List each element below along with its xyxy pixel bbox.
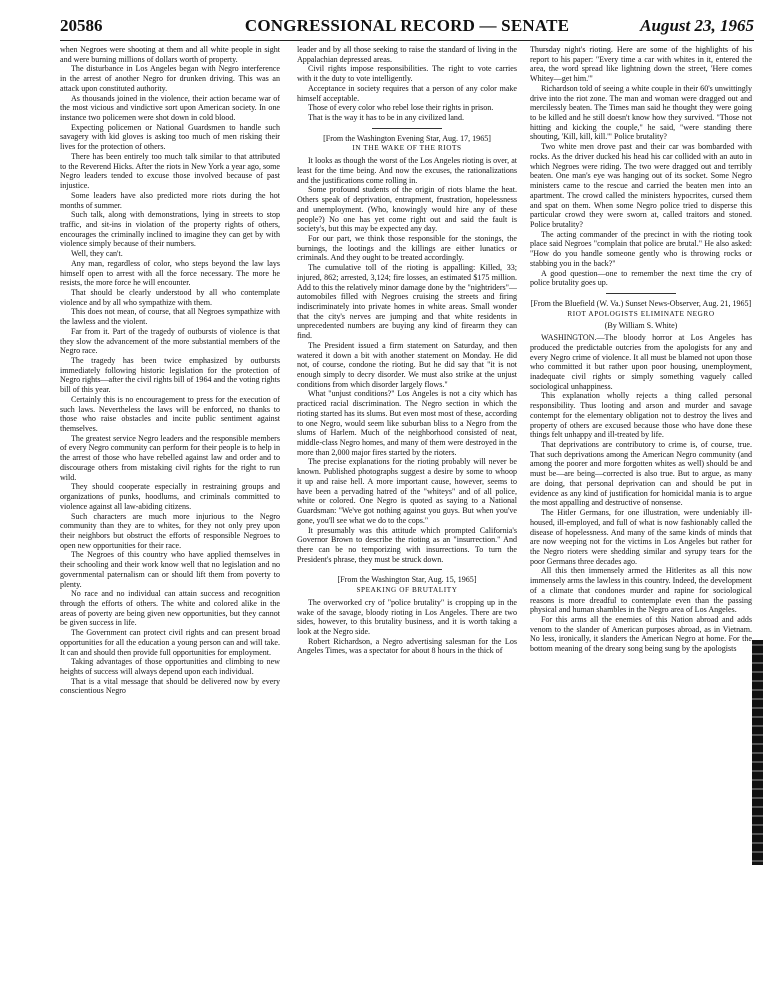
page-header — [60, 16, 754, 41]
paragraph-continued: when Negroes were shooting at them and all white people in sight and were burning millions of dollars worth of property. — [60, 45, 280, 64]
paragraph: Such characters are much more injurious to the Negro community than they are to whites, for they not only prey upon their neighbors but obstruct the efforts of responsible Negroes to open new opportunities for their race. — [60, 511, 280, 550]
paragraph: All this then immensely armed the Hitlerites as all this now immensely arms the lawless in this country. Indeed, the development of a climate that condones murder and rapine for sociological reasons is more dreadful to contemplate even than the passing physical and human shambles in the Negro area of Los Angeles. — [530, 566, 752, 615]
paragraph-continued: leader and by all those seeking to raise the standard of living in the Appalachian depressed areas. — [297, 45, 517, 64]
paragraph: That is a vital message that should be delivered now by every conscientious Negro — [60, 676, 280, 696]
paragraph: No race and no individual can attain success and recognition through the efforts of others. The white and colored alike in the areas of poverty are being given new opportunities, but they cannot be given success in life. — [60, 589, 280, 628]
article-heading: SPEAKING OF BRUTALITY — [356, 586, 458, 595]
issue-date: August 23, 1965 — [640, 16, 754, 35]
article-source-line: [From the Washington Star, Aug. 15, 1965] — [337, 575, 477, 585]
paragraph: Civil rights impose responsibilities. The right to vote carries with it the duty to vote intelligently. — [297, 64, 517, 84]
article-byline: (By William S. White) — [604, 321, 678, 331]
paragraph: There has been entirely too much talk similar to that attributed to the Reverend Hicks. After the riots in New York a year ago, some Negro leaders tended to excuse those involved because of past injustice. — [60, 151, 280, 191]
scan-edge-mark — [752, 640, 763, 865]
paragraph: Those of every color who rebel lose their rights in prison. — [308, 103, 494, 113]
paragraph: Expecting policemen or National Guardsmen to handle such savagery with kid gloves is asking too much of men risking their lives for the protection of others. — [60, 122, 280, 152]
paragraph: They should cooperate especially in restraining groups and organizations of punks, hoodlums, and criminals committed to violence against all law-abiding citizens. — [60, 482, 280, 511]
text-column-2 — [297, 45, 517, 977]
paragraph: As thousands joined in the violence, their action became war of the most vicious and vindictive sort upon American society. In one instance two policemen were shot down in cold blood. — [60, 93, 280, 123]
paragraph: The Hitler Germans, for one illustration, were undeniably ill-housed, ill-employed, and full of what is now fashionably called the disease of hopelessness. And many of the same kinds of minds that are now weeping not for the victims in Los Angeles but rather for the Negro rioters were shedding similar and syrupy tears for the poor Germans three decades ago. — [530, 508, 752, 566]
section-divider — [372, 569, 442, 570]
paragraph: What "unjust conditions?" Los Angeles is not a city which has practiced racial discrimination. The Negro section in which the rioting started has its slums. But even most most of these, according to one Negro, would seem like suburban bliss to a Negro from the slums of Harlem. Much of the neighborhood consisted of neat, middle-class Negro homes, and many of them were destroyed in the more than 2,000 major fires started by the rioters. — [297, 389, 517, 457]
paragraph: The overworked cry of "police brutality" is cropping up in the wake of the savage, bloody rioting in Los Angeles. There are two sides, however, to this brutality business, and it is worth taking a look at the Negro side. — [297, 597, 517, 636]
publication-title: CONGRESSIONAL RECORD — SENATE — [244, 16, 570, 35]
paragraph: Some profound students of the origin of riots blame the heat. Others speak of deprivation, entrapment, frustration, hopelessness and unemployment. (Who, knowingly would hire any of these people?) No one has yet come right out and said the fault is society's, but this may be expected any day. — [297, 185, 517, 234]
paragraph: Richardson told of seeing a white couple in their 60's unwittingly drive into the riot zone. The man and woman were dragged out and mercilessly beaten. The Times man said he thought they were going to be killed and he still doesn't know how they survived. "Those not hitting and kicking the couple," he said, "were standing there shouting, 'Kill, kill, kill.'" Police brutality? — [530, 83, 752, 142]
paragraph: The President issued a firm statement on Saturday, and then watered it down a bit with another statement on Monday. He did not, of course, condone the rioting. But he did say that "it is not enough simply to decry disorder. We must also strike at the unjust conditions from which disorder largely flows." — [297, 340, 517, 389]
paragraph: For this arms all the enemies of this Nation abroad and adds venom to the slander of American purposes abroad, as in Vietnam. No less, ironically, it slanders the American Negro at home. For the bottom meaning of the dreary song being sung by the apologists — [530, 614, 752, 654]
paragraph: Well, they can't. — [71, 249, 123, 259]
paragraph: The disturbance in Los Angeles began with Negro interference in the arrest of another Negro for drunken driving. This was an attack upon constituted authority. — [60, 64, 280, 93]
paragraph: This does not mean, of course, that all Negroes sympathize with the lawless and the violent. — [60, 307, 280, 327]
paragraph: This explanation wholly rejects a thing called personal responsibility. Thus looting and arson and murder and savage contempt for the elementary obligation not to destroy the lives and property of others are excused because those who have done these things felt unhappy and ill-treated by life. — [530, 391, 752, 440]
paragraph: Far from it. Part of the tragedy of outbursts of violence is that they slow the advancement of the more substantial members of the Negro race. — [60, 326, 280, 356]
paragraph: A good question—one to remember the next time the cry of police brutality goes up. — [530, 268, 752, 288]
paragraph: WASHINGTON.—The bloody horror at Los Angeles has produced the predictable outcries from the apologists for any and every Negro crime of violence. It all must be blamed not upon those who committed it but rather upon poor housing, unemployment, inadequate civil rights or simply something vaguely called sociological unhappiness. — [530, 333, 752, 391]
paragraph: Taking advantages of those opportunities and climbing to new heights of success will always depend upon each individual. — [60, 657, 280, 676]
paragraph: That should be clearly understood by all who contemplate violence and by all who sympathize with them. — [60, 287, 280, 307]
paragraph: The tragedy has been twice emphasized by outbursts immediately following historic legislation for the protection of Negro rights—after the civil rights bill of 1964 and the voting rights bill of this year. — [60, 356, 280, 395]
paragraph: Two white men drove past and their car was bombarded with rocks. As the driver ducked his head his car collided with an auto in which Negroes were riding. The two were dragged out and terribly beaten. One man's eye was hanging out of its socket. Some Negro ministers came to the rescue and carried the beaten men into an apartment. The crowd called the ministers hypocrites, cursed them and spat on them. When some Negro police tried to disperse this particular crowd they were sworn at, called traitors and stoned. Police brutality? — [530, 142, 752, 229]
paragraph: The acting commander of the precinct in with the rioting took place said Negroes "complain that police are brutal." He also asked: "How do you handle someone gently who is throwing rocks or stabbing you in the back?" — [530, 229, 752, 268]
paragraph: The Negroes of this country who have applied themselves in their schooling and their work know well that no legislation and no governmental paternalism can or should lift them from poverty to plenty. — [60, 550, 280, 589]
section-divider — [606, 293, 676, 294]
paragraph: Such talk, along with demonstrations, lying in streets to stop traffic, and sit-ins in violation of the property rights of others, encourages the criminally inclined to imagine they can get by with violence simply because of their numbers. — [60, 210, 280, 249]
paragraph: It looks as though the worst of the Los Angeles rioting is over, at least for the time being. And now the excuses, the rationalizations and the justifications come rolling in. — [297, 156, 517, 185]
article-source-line: [From the Bluefield (W. Va.) Sunset News-Observer, Aug. 21, 1965] — [530, 298, 752, 308]
paragraph: Robert Richardson, a Negro advertising salesman for the Los Angeles Times, was a spectator for about 8 hours in the thick of — [297, 636, 517, 656]
paragraph: The Government can protect civil rights and can present broad opportunities for all the education a young person can and will take. It can and should then provide full opportunities for employment. — [60, 628, 280, 657]
paragraph: It presumably was this attitude which prompted California's Governor Brown to describe the rioting as an "insurrection." And there can be no temporizing with insurrections. To turn the President's phrase, they must be struck down. — [297, 525, 517, 564]
paragraph: Some leaders have also predicted more riots during the hot months of summer. — [60, 190, 280, 210]
section-divider — [372, 128, 442, 129]
paragraph: Acceptance in society requires that a person of any color make himself acceptable. — [297, 83, 517, 103]
page-number: 20586 — [60, 16, 103, 35]
paragraph: That is the way it has to be in any civilized land. — [308, 113, 464, 123]
article-heading: RIOT APOLOGISTS ELIMINATE NEGRO — [567, 309, 715, 318]
article-source-line: [From the Washington Evening Star, Aug. 17, 1965] — [323, 133, 491, 143]
paragraph: The precise explanations for the rioting probably will never be known. Published photographs suggest a desire by some to whoop it up and raise hell. A more important cause, however, seems to have been a pervading hatred of the "whiteys" and of all police, white or colored. One Negro is quoted as saying to a National Guardsman: "We've got nothing against you guys. But when you've gone, you'll see what we do to the cops." — [297, 457, 517, 525]
article-heading: IN THE WAKE OF THE RIOTS — [352, 144, 462, 153]
paragraph-continued: Thursday night's rioting. Here are some of the highlights of his report to his paper: "Every time a car with whites in it, entered the area, the word spread like lightning down the street, 'Here comes Whitey—get him.'" — [530, 45, 752, 84]
paragraph: That deprivations are contributory to crime is, of course, true. That such deprivations among the American Negro community (and among the poorer and more forgotten whites as well) should be and must be—are being—corrected is also true. But to argue, as many are doing, that personal deprivation can and should be put in evidence as any kind of justification for homicidal mania is to argue the most appalling and destructive of nonsense. — [530, 440, 752, 508]
paragraph: The greatest service Negro leaders and the responsible members of every Negro community can perform for their people is to help in the arrest of those who have rebelled against law and order and to discourage others from mistaking civil rights for the right to run wild. — [60, 433, 280, 482]
text-column-1 — [60, 45, 280, 977]
paragraph: Certainly this is no encouragement to press for the execution of such laws. Nevertheless the laws will be enforced, no thanks to those who raise obstacles and incite public sentiment against themselves. — [60, 394, 280, 434]
text-column-3 — [530, 45, 752, 977]
paragraph: For our part, we think those responsible for the stonings, the burnings, the lootings and the killings are either lunatics or criminals. And they ought to be treated accordingly. — [297, 233, 517, 263]
paragraph: Any man, regardless of color, who steps beyond the law lays himself open to arrest with all the force necessary. The more he resists, the more force he will encounter. — [60, 258, 280, 288]
paragraph: The cumulative toll of the rioting is appalling: Killed, 33; injured, 862; arrested, 3,124; fire losses, an estimated $175 million. Add to this the relatively minor damage done by the "nightriders"—automobiles filled with Negroes cruising the streets and firing indiscriminately into private homes in white areas. Small wonder that the city's nerves are jumping and that white residents in unprecedented numbers are buying any kind of firearm they can find. — [297, 263, 517, 341]
